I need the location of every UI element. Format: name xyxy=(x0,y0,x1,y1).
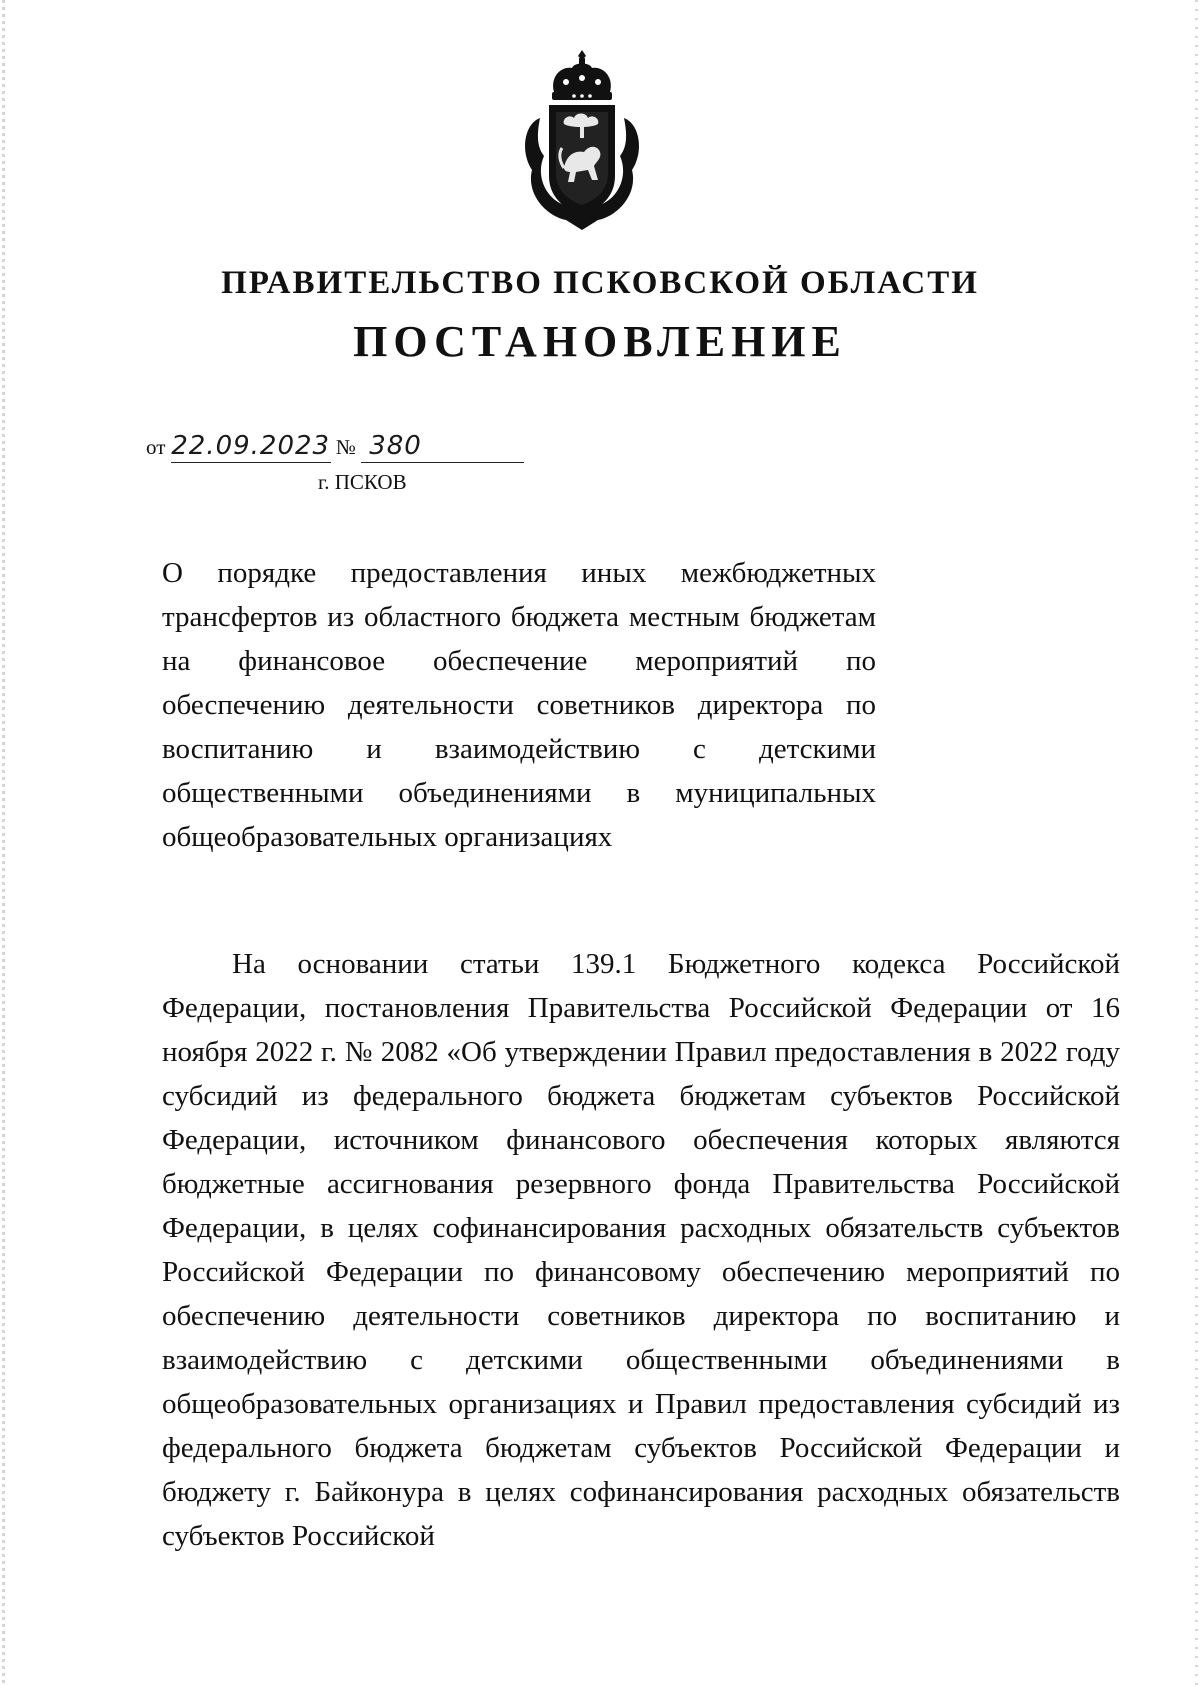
document-date: 22.09.2023 xyxy=(171,431,331,461)
scan-edge-right xyxy=(1195,0,1198,1686)
number-prefix: № xyxy=(335,435,356,459)
scan-edge-left xyxy=(2,0,5,1686)
government-name: ПРАВИТЕЛЬСТВО ПСКОВСКОЙ ОБЛАСТИ xyxy=(221,265,979,301)
document-number: 380 xyxy=(369,431,422,461)
date-prefix: от xyxy=(146,435,166,459)
date-field xyxy=(171,431,331,463)
pskov-oblast-coat-of-arms-icon xyxy=(516,48,648,234)
body-paragraph: На основании статьи 139.1 Бюджетного кодекса Российской Федерации, постановления Правительства Российской Федерации от 16 ноября 2022 г. № 2082 «Об утверждении Правил предоставления в 2022 году субсидий из федерального бюджета бюджетам субъектов Российской Федерации, источником финансового обеспечения которых являются бюджетные ассигнования резервного фонда Правительства Российской Федерации, в целях софинансирования расходных обязательств субъектов Российской Федерации по финансовому обеспечению мероприятий по обеспечению деятельности советников директора по воспитанию и взаимодействию с детскими общественными объединениями в общеобразовательных организациях и Правил предоставления субсидий из федерального бюджета бюджетам субъектов Российской Федерации и бюджету г. Байконура в целях софинансирования расходных обязательств субъектов Российской xyxy=(162,948,1120,1552)
document-details xyxy=(146,430,524,464)
number-field xyxy=(361,431,524,463)
document-subject: О порядке предоставления иных межбюджетных трансфертов из областного бюджета местным бюджетам на финансовое обеспечение мероприятий по обеспечению деятельности советников директора по воспитанию и взаимодействию с детскими общественными объединениями в муниципальных общеобразовательных организациях xyxy=(162,557,876,853)
city: г. ПСКОВ xyxy=(318,470,407,494)
document-type: ПОСТАНОВЛЕНИЕ xyxy=(353,317,847,366)
